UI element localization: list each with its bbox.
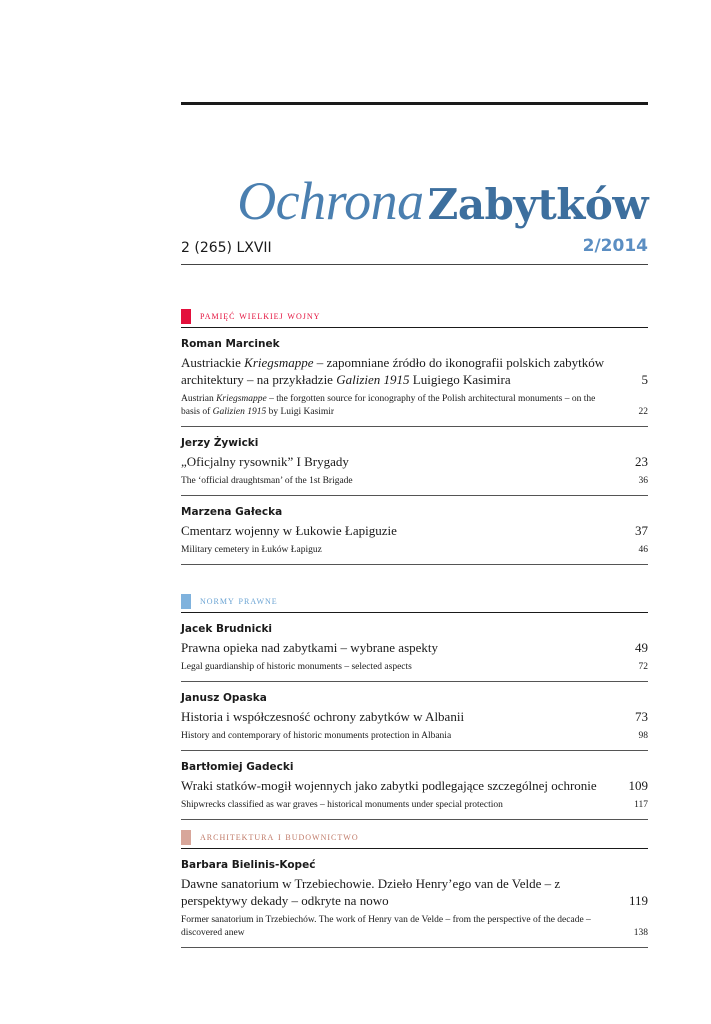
title-segment: by Luigi Kasimir: [266, 407, 335, 417]
entry-title-pl[interactable]: [181, 639, 648, 656]
title-segment: Galizien 1915: [336, 372, 410, 387]
toc-entry[interactable]: [181, 496, 648, 565]
title-segment: Wraki statków-mogił wojennych jako zabytki podlegające szczególnej ochronie: [181, 778, 597, 793]
journal-title-italic: Ochrona: [237, 171, 424, 231]
entry-page-pl: 23: [635, 454, 648, 469]
journal-title-bold: Zabytków: [427, 180, 648, 229]
top-rule: [181, 102, 648, 105]
entry-page-en: 98: [638, 731, 648, 741]
title-segment: Kriegsmappe: [244, 355, 314, 370]
entry-page-pl: 109: [628, 778, 648, 793]
toc-entry[interactable]: [181, 682, 648, 751]
issue-number: 2 (265) LXVII: [181, 240, 272, 256]
entry-author: Roman Marcinek: [181, 338, 280, 350]
entry-page-pl: 49: [635, 640, 648, 655]
section-color-marker: [181, 309, 191, 324]
issue-year: 2/2014: [582, 236, 648, 256]
entry-page-en: 36: [638, 476, 648, 486]
entry-page-en: 117: [634, 800, 648, 810]
toc-entry[interactable]: [181, 328, 648, 427]
entry-title-en[interactable]: [181, 799, 648, 812]
title-segment: – the forgotten source for iconography of the Polish architectural monuments – on the basis of: [181, 394, 596, 417]
entry-page-pl: 119: [628, 893, 648, 908]
issue-rule: [181, 264, 648, 265]
section-color-marker: [181, 830, 191, 845]
title-segment: Austrian: [181, 394, 217, 404]
section-title: normy prawne: [200, 595, 278, 607]
entry-title-en[interactable]: [181, 730, 648, 743]
entry-page-en: 138: [633, 928, 648, 938]
title-segment: „Oficjalny rysownik” I Brygady: [181, 454, 349, 469]
section-header: [181, 309, 648, 328]
entry-page-en: 46: [638, 545, 648, 555]
entry-page-pl: 5: [641, 372, 648, 387]
entry-author: Marzena Gałecka: [181, 506, 283, 518]
entry-title-pl[interactable]: [181, 777, 648, 794]
entry-title-pl[interactable]: [181, 875, 648, 909]
section-title: architektura i budownictwo: [200, 831, 359, 843]
toc-section: [181, 830, 648, 948]
entry-title-en[interactable]: [181, 393, 648, 419]
toc-entry[interactable]: [181, 751, 648, 820]
entry-author: Bartłomiej Gadecki: [181, 761, 294, 773]
title-segment: Kriegsmappe: [216, 394, 267, 404]
entry-title-en[interactable]: [181, 914, 648, 940]
journal-masthead: [181, 170, 648, 240]
entry-page-en: 72: [638, 662, 648, 672]
section-header: [181, 830, 648, 849]
title-segment: Austriackie: [181, 355, 245, 370]
toc-entry[interactable]: [181, 849, 648, 948]
entry-author: Jacek Brudnicki: [181, 623, 273, 635]
section-title: pamięć wielkiej wojny: [200, 310, 321, 322]
entry-title-en[interactable]: [181, 475, 648, 488]
entry-title-pl[interactable]: [181, 708, 648, 725]
toc-section: [181, 594, 648, 820]
entry-title-pl[interactable]: [181, 453, 648, 470]
toc-section: [181, 309, 648, 565]
title-segment: Prawna opieka nad zabytkami – wybrane aspekty: [181, 640, 439, 655]
entry-title-en[interactable]: [181, 544, 648, 557]
entry-author: Barbara Bielinis-Kopeć: [181, 859, 316, 871]
title-segment: – zapomniane źródło do ikonografii polskich zabytków architektury – na przykładzie: [181, 355, 605, 387]
title-segment: Historia i współczesność ochrony zabytków w Albanii: [181, 709, 465, 724]
title-segment: Military cemetery in Łuków Łapiguz: [181, 545, 322, 555]
entry-page-pl: 73: [635, 709, 648, 724]
title-segment: The ‘official draughtsman’ of the 1st Brigade: [181, 476, 353, 486]
title-segment: Legal guardianship of historic monuments – selected aspects: [181, 662, 412, 672]
entry-title-en[interactable]: [181, 661, 648, 674]
entry-title-pl[interactable]: [181, 354, 648, 388]
title-segment: Former sanatorium in Trzebiechów. The work of Henry van de Velde – from the perspective of the decade – discovered anew: [181, 915, 591, 938]
entry-title-pl[interactable]: [181, 522, 648, 539]
title-segment: History and contemporary of historic monuments protection in Albania: [181, 731, 452, 741]
toc-entry[interactable]: [181, 613, 648, 682]
section-color-marker: [181, 594, 191, 609]
title-segment: Dawne sanatorium w Trzebiechowie. Dzieło Henry’ego van de Velde – z perspektywy dekady – odkryte na nowo: [181, 876, 561, 908]
entry-author: Janusz Opaska: [181, 692, 267, 704]
toc-entry[interactable]: [181, 427, 648, 496]
section-header: [181, 594, 648, 613]
title-segment: Shipwrecks classified as war graves – historical monuments under special protection: [181, 800, 503, 810]
entry-page-en: 22: [638, 407, 648, 417]
entry-page-pl: 37: [635, 523, 648, 538]
entry-author: Jerzy Żywicki: [181, 437, 259, 449]
title-segment: Galizien 1915: [212, 407, 267, 417]
title-segment: Luigiego Kasimira: [409, 372, 511, 387]
title-segment: Cmentarz wojenny w Łukowie Łapiguzie: [181, 523, 397, 538]
